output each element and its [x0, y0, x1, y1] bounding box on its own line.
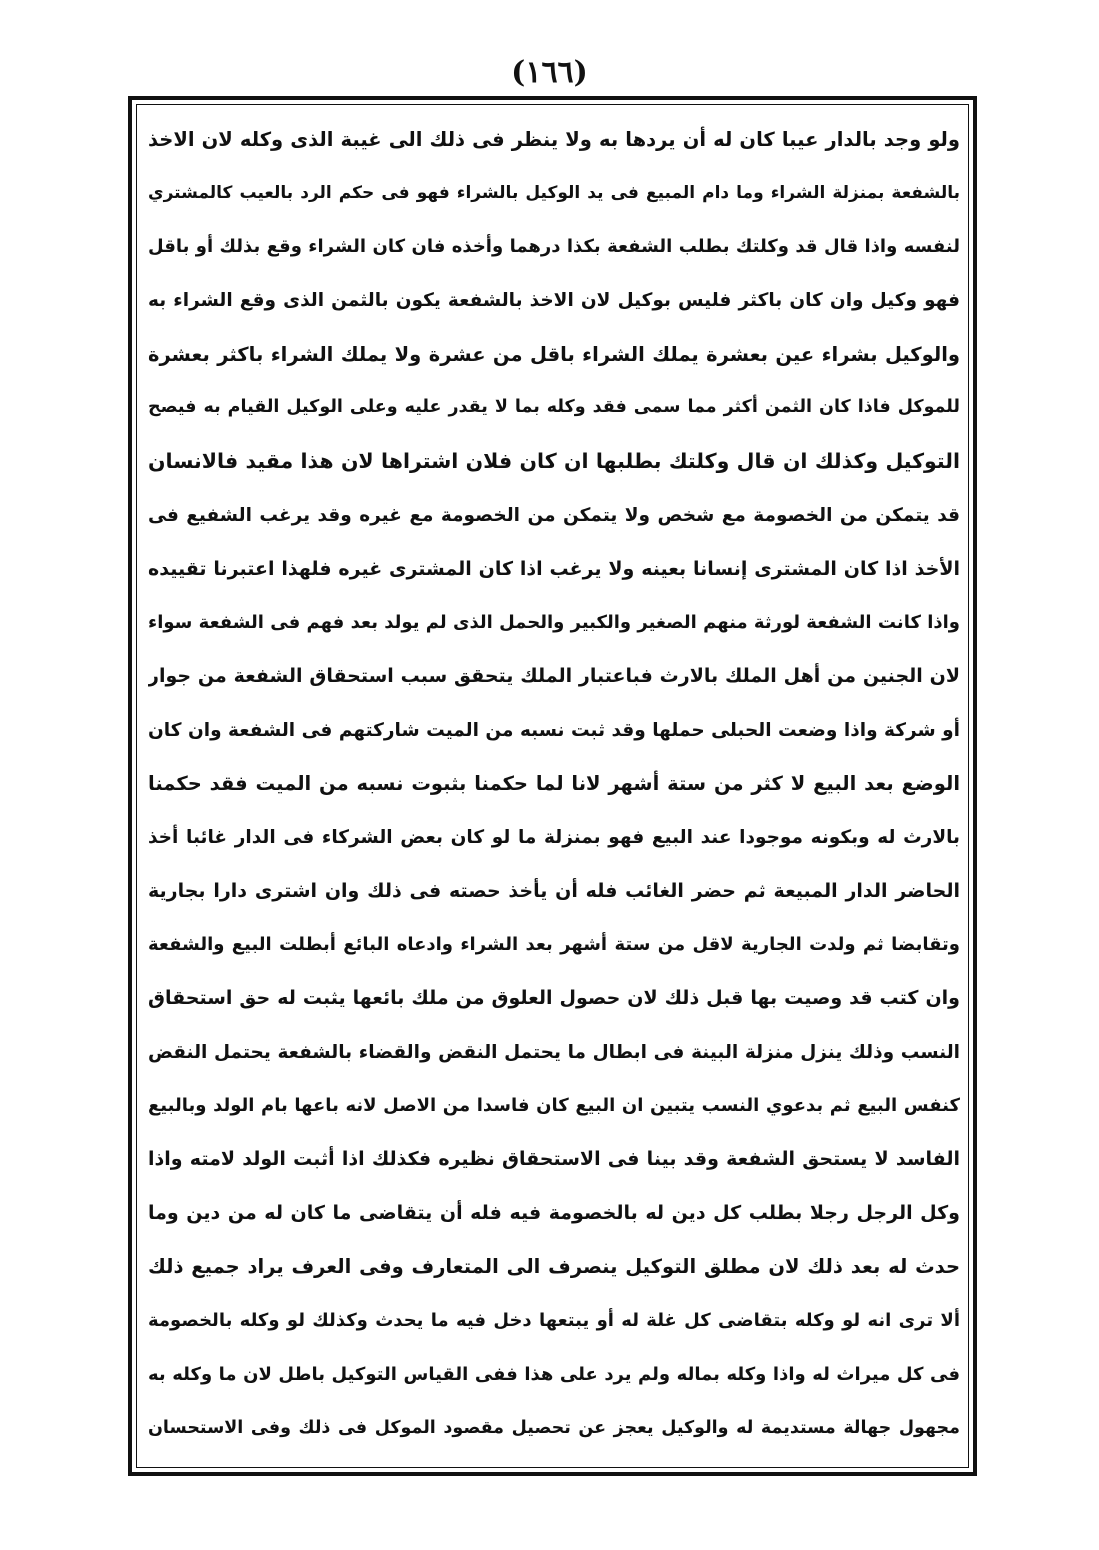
page-number: (١٦٦) — [511, 55, 588, 90]
text-line: بالشفعة بمنزلة الشراء وما دام المبيع فى يد الوكيل بالشراء فهو فى حكم الرد بالعيب كالمشتري — [148, 182, 960, 203]
text-line: واذا كانت الشفعة لورثة منهم الصغير والكبير والحمل الذى لم يولد بعد فهم فى الشفعة سواء — [148, 612, 960, 634]
text-line: ولو وجد بالدار عيبا كان له أن يردها به ولا ينظر فى ذلك الى غيبة الذى وكله لان الاخذ — [148, 128, 960, 151]
text-line: وكل الرجل رجلا بطلب كل دين له بالخصومة فيه فله أن يتقاضى ما كان له من دين وما — [148, 1201, 960, 1224]
text-body — [148, 113, 960, 1455]
text-line: بالارث له وبكونه موجودا عند البيع فهو بمنزلة ما لو كان بعض الشركاء فى الدار غائبا أخذ — [148, 826, 960, 848]
text-line: لان الجنين من أهل الملك بالارث فباعتبار الملك يتحقق سبب استحقاق الشفعة من جوار — [148, 664, 960, 687]
text-line: التوكيل وكذلك ان قال وكلتك بطلبها ان كان فلان اشتراها لان هذا مقيد فالانسان — [148, 449, 960, 474]
text-line: حدث له بعد ذلك لان مطلق التوكيل ينصرف الى المتعارف وفى العرف يراد جميع ذلك — [148, 1255, 960, 1279]
text-line: لنفسه واذا قال قد وكلتك بطلب الشفعة بكذا درهما وأخذه فان كان الشراء وقع بذلك أو باقل — [148, 236, 960, 258]
text-line: فهو وكيل وان كان باكثر فليس بوكيل لان الاخذ بالشفعة يكون بالثمن الذى وقع الشراء به — [148, 290, 960, 312]
text-line: النسب وذلك ينزل منزلة البينة فى ابطال ما يحتمل النقض والقضاء بالشفعة يحتمل النقض — [148, 1041, 960, 1063]
text-line: أو شركة واذا وضعت الحبلى حملها وقد ثبت نسبه من الميت شاركتهم فى الشفعة وان كان — [148, 719, 960, 741]
text-line: الوضع بعد البيع لا كثر من ستة أشهر لانا لما حكمنا بثبوت نسبه من الميت فقد حكمنا — [148, 772, 960, 796]
text-line: وان كتب قد وصيت بها قبل ذلك لان حصول العلوق من ملك بائعها يثبت له حق استحقاق — [148, 987, 960, 1009]
text-line: قد يتمكن من الخصومة مع شخص ولا يتمكن من الخصومة مع غيره وقد يرغب الشفيع فى — [148, 504, 960, 526]
text-line: فى كل ميراث له واذا وكله بماله ولم يرد على هذا ففى القياس التوكيل باطل لان ما وكله به — [148, 1363, 960, 1385]
text-line: وتقابضا ثم ولدت الجارية لاقل من ستة أشهر بعد الشراء وادعاه البائع أبطلت البيع والشفعة — [148, 934, 960, 956]
text-line: الحاضر الدار المبيعة ثم حضر الغائب فله أن يأخذ حصته فى ذلك وان اشترى دارا بجارية — [148, 879, 960, 902]
text-line: الأخذ اذا كان المشترى إنسانا بعينه ولا يرغب اذا كان المشترى غيره فلهذا اعتبرنا تقييده — [148, 557, 960, 580]
text-line: مجهول جهالة مستديمة له والوكيل يعجز عن تحصيل مقصود الموكل فى ذلك وفى الاستحسان — [148, 1417, 960, 1438]
text-line: للموكل فاذا كان الثمن أكثر مما سمى فقد وكله بما لا يقدر عليه وعلى الوكيل القيام به فيصح — [148, 397, 960, 418]
text-line: والوكيل بشراء عين بعشرة يملك الشراء باقل من عشرة ولا يملك الشراء باكثر بعشرة — [148, 342, 960, 366]
text-line: كنفس البيع ثم بدعوي النسب يتبين ان البيع كان فاسدا من الاصل لانه باعها بام الولد وبالبيع — [148, 1095, 960, 1117]
text-line: الفاسد لا يستحق الشفعة وقد بينا فى الاستحقاق نظيره فكذلك اذا أثبت الولد لامته واذا — [148, 1148, 960, 1171]
text-line: ألا ترى انه لو وكله بتقاضى كل غلة له أو يبتعها دخل فيه ما يحدث وكذلك لو وكله بالخصومة — [148, 1310, 960, 1332]
